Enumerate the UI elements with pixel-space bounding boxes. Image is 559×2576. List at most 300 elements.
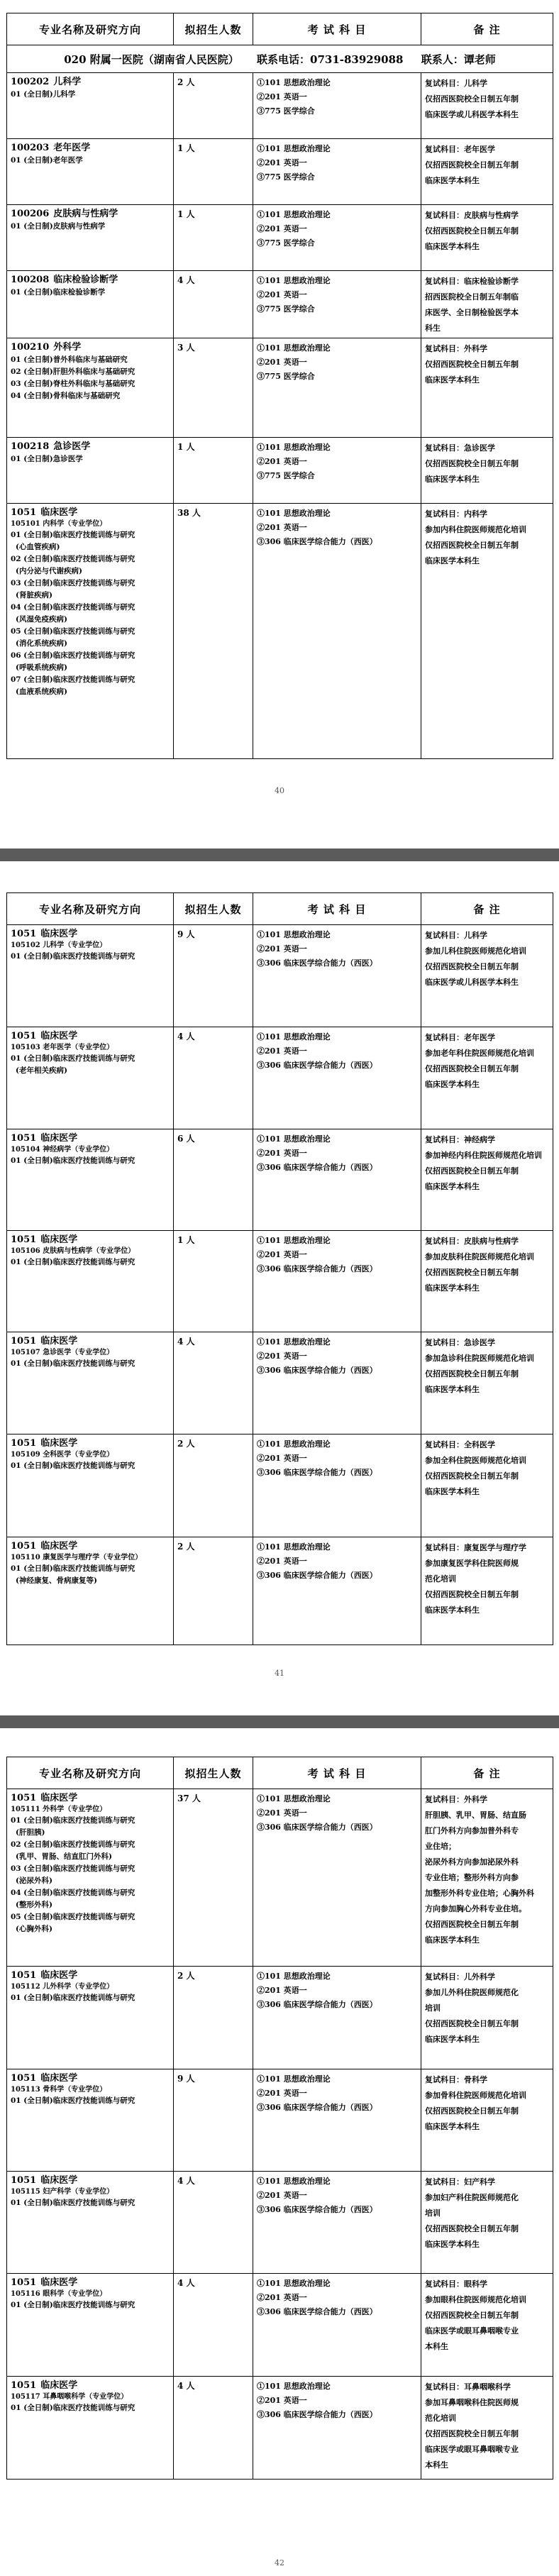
research-direction: (泌尿外科)	[16, 1876, 52, 1885]
major-code: 100206	[11, 209, 50, 219]
note-line: 临床医学或眼耳鼻咽喉专业	[425, 2445, 519, 2454]
major-cell	[7, 271, 174, 338]
note-line: 复试科目：儿科学	[425, 931, 487, 940]
quota-cell	[174, 2069, 253, 2172]
exam-list	[257, 441, 417, 483]
quota-cell	[174, 1231, 253, 1332]
notes-cell	[421, 271, 553, 338]
exam-subject: ①101 思想政治理论	[257, 509, 331, 518]
exam-subject: ①101 思想政治理论	[257, 2074, 331, 2084]
exam-list	[257, 1132, 417, 1175]
table-row	[7, 2069, 553, 2172]
major-code: 100218	[11, 441, 50, 452]
note-line: 仅招西医院校全日制五年制	[425, 2224, 519, 2233]
exam-list	[257, 1437, 417, 1480]
exam-list	[257, 2379, 417, 2422]
notes-list	[425, 1792, 549, 1948]
major-title	[11, 1132, 170, 1145]
major-name: 临床医学	[40, 1133, 78, 1144]
header-exams: 考 试 科 目	[253, 1757, 421, 1789]
table-header-row	[7, 1757, 553, 1789]
exam-list	[257, 2277, 417, 2319]
research-direction: 01 (全日制)临床检验诊断学	[11, 288, 106, 297]
note-line: 复试科目：内科学	[425, 509, 487, 519]
note-line: 加整形外科专业住培；心胸外科	[425, 1889, 534, 1898]
major-title	[11, 928, 170, 941]
quota-cell	[174, 1332, 253, 1435]
major-name: 急诊医学	[53, 441, 91, 452]
note-line: 复试科目：全科医学	[425, 1440, 495, 1449]
sub-major-name: 105107 急诊医学（专业学位）	[11, 1349, 114, 1356]
note-line: 参加皮肤科住院医师规范化培训	[425, 1252, 534, 1261]
note-line: 参加眼科住院医师规范化培训	[425, 2295, 526, 2304]
note-line: 复试科目：耳鼻咽喉科学	[425, 2382, 511, 2392]
exam-cell	[253, 438, 421, 504]
note-line: 临床医学或儿科医学本科生	[425, 978, 519, 987]
exam-cell	[253, 271, 421, 338]
exam-subject: ③775 医学综合	[257, 471, 315, 480]
research-direction: 03 (全日制)临床医疗技能训练与研究	[11, 579, 135, 587]
quota-value: 1 人	[177, 143, 195, 153]
major-code: 1051	[11, 1541, 37, 1552]
note-line: 泌尿外科方向参加泌尿外科	[425, 1857, 519, 1867]
exam-list	[257, 1969, 417, 2012]
major-code: 1051	[11, 2073, 37, 2084]
major-name: 临床医学	[40, 1541, 78, 1552]
notes-cell	[421, 1129, 553, 1231]
research-direction: (整形外科)	[16, 1901, 52, 1909]
note-line: 临床医学本科生	[425, 2035, 480, 2044]
exam-subject: ③306 临床医学综合能力（西医）	[257, 1468, 377, 1477]
notes-list	[425, 341, 549, 388]
sub-major	[11, 519, 170, 529]
exam-list	[257, 76, 417, 118]
research-direction: 04 (全日制)骨科临床与基础研究	[11, 392, 121, 400]
note-line: 复试科目：外科学	[425, 344, 487, 353]
major-cell	[7, 1967, 174, 2069]
note-line: 培训	[425, 2209, 441, 2218]
table-row	[7, 1537, 553, 1645]
note-line: 仅招西医院校全日制五年制	[425, 1166, 519, 1176]
note-line: 临床医学本科生	[425, 1080, 480, 1089]
exam-subject: ②201 英语一	[257, 1149, 307, 1158]
header-exams: 考 试 科 目	[253, 13, 421, 45]
note-line: 临床医学本科生	[425, 1385, 480, 1394]
exam-cell	[253, 1129, 421, 1231]
exam-list	[257, 1792, 417, 1835]
quota-cell	[174, 1129, 253, 1231]
note-line: 仅招西医院校全日制五年制	[425, 2106, 519, 2116]
header-notes: 备 注	[421, 893, 553, 925]
notes-list	[425, 1030, 549, 1093]
research-direction: 01 (全日制)皮肤病与性病学	[11, 222, 106, 231]
notes-list	[425, 208, 549, 255]
note-line: 范化培训	[425, 2414, 456, 2423]
note-line: 临床医学本科生	[425, 2122, 480, 2131]
major-code: 1051	[11, 1031, 37, 1041]
sub-major	[11, 1450, 170, 1460]
quota-value: 4 人	[177, 1032, 195, 1041]
research-direction: (神经康复、骨病康复等)	[16, 1576, 97, 1585]
major-name: 临床医学	[40, 1336, 78, 1347]
sub-major-name: 105102 儿科学（专业学位）	[11, 941, 107, 949]
header-quota: 拟招生人数	[174, 893, 253, 925]
research-direction: 04 (全日制)临床医疗技能训练与研究	[11, 603, 135, 612]
exam-cell	[253, 2377, 421, 2480]
major-code: 1051	[11, 1970, 37, 1981]
sub-major	[11, 1043, 170, 1053]
header-major: 专业名称及研究方向	[7, 1757, 174, 1789]
note-line: 仅招西医院校全日制五年制	[425, 1920, 519, 1929]
major-cell	[7, 1231, 174, 1332]
note-line: 仅招西医院校全日制五年制	[425, 1268, 519, 1277]
exam-list	[257, 1335, 417, 1378]
major-name: 临床医学	[40, 2277, 78, 2288]
research-direction: (老年相关疾病)	[16, 1066, 67, 1075]
major-title	[11, 507, 170, 519]
research-direction: 06 (全日制)临床医疗技能训练与研究	[11, 651, 135, 660]
quota-value: 38 人	[177, 508, 201, 518]
note-line: 复试科目：眼科学	[425, 2279, 487, 2289]
exam-subject: ③306 临床医学综合能力（西医）	[257, 1061, 377, 1070]
quota-cell	[174, 271, 253, 338]
quota-cell	[174, 1789, 253, 1967]
notes-list	[425, 2174, 549, 2252]
research-direction: 03 (全日制)临床医疗技能训练与研究	[11, 1864, 135, 1873]
notes-cell	[421, 2069, 553, 2172]
exam-subject: ②201 英语一	[257, 1986, 307, 1995]
exam-subject: ③775 医学综合	[257, 172, 315, 182]
note-line: 仅招西医院校全日制五年制	[425, 962, 519, 971]
major-title	[11, 2072, 170, 2085]
research-direction: (血液系统疾病)	[16, 687, 67, 696]
sub-major	[11, 2187, 170, 2197]
table-header-row	[7, 893, 553, 925]
note-line: 参加内科住院医师规范化培训	[425, 525, 526, 534]
note-line: 参加耳鼻咽喉科住院医师规	[425, 2398, 519, 2407]
note-line: 临床医学本科生	[425, 375, 480, 385]
note-line: 仅招西医院校全日制五年制	[425, 1369, 519, 1378]
exam-subject: ①101 思想政治理论	[257, 1542, 331, 1552]
major-name: 临床检验诊断学	[53, 275, 118, 285]
note-line: 招西医院校全日制五年制临	[425, 292, 519, 302]
major-code: 1051	[11, 1793, 37, 1803]
note-line: 复试科目：皮肤病与性病学	[425, 211, 519, 220]
notes-list	[425, 2379, 549, 2473]
note-line: 业住培；	[425, 1842, 456, 1851]
note-line: 临床医学本科生	[425, 242, 480, 251]
quota-cell	[174, 1435, 253, 1537]
note-line: 仅招西医院校全日制五年制	[425, 2311, 519, 2320]
note-line: 临床医学或眼耳鼻咽喉专业	[425, 2326, 519, 2335]
quota-value: 2 人	[177, 1971, 195, 1981]
exam-cell	[253, 1967, 421, 2069]
sub-major	[11, 2392, 170, 2402]
exam-list	[257, 2072, 417, 2115]
exam-subject: ②201 英语一	[257, 2191, 307, 2200]
major-title	[11, 1234, 170, 1246]
note-line: 临床医学或儿科医学本科生	[425, 110, 519, 119]
major-cell	[7, 925, 174, 1027]
note-line: 仅招西医院校全日制五年制	[425, 2019, 519, 2028]
quota-cell	[174, 1537, 253, 1645]
major-code: 100203	[11, 143, 50, 153]
notes-cell	[421, 1435, 553, 1537]
admissions-table	[6, 892, 553, 1645]
research-direction: (肾脏疾病)	[16, 591, 52, 599]
note-line: 复试科目：康复医学与理疗学	[425, 1543, 526, 1552]
exam-subject: ①101 思想政治理论	[257, 1134, 331, 1144]
note-line: 仅招西医院校全日制五年制	[425, 94, 519, 104]
exam-subject: ①101 思想政治理论	[257, 343, 331, 353]
page-number: 41	[275, 1669, 284, 1678]
note-line: 临床医学本科生	[425, 1182, 480, 1191]
exam-cell	[253, 205, 421, 271]
exam-subject: ①101 思想政治理论	[257, 1439, 331, 1449]
notes-cell	[421, 1537, 553, 1645]
research-direction: 01 (全日制)临床医疗技能训练与研究	[11, 2301, 135, 2309]
research-direction: 01 (全日制)临床医疗技能训练与研究	[11, 1054, 135, 1063]
note-line: 复试科目：皮肤病与性病学	[425, 1237, 519, 1246]
note-line: 临床医学本科生	[425, 1935, 480, 1945]
research-direction: (肝胆胰)	[16, 1828, 45, 1837]
research-direction: (心血管疾病)	[16, 543, 60, 551]
table-row	[7, 2172, 553, 2274]
note-line: 复试科目：儿科学	[425, 79, 487, 88]
research-direction: 01 (全日制)急诊医学	[11, 455, 83, 463]
sub-major	[11, 1553, 170, 1563]
exam-list	[257, 1234, 417, 1276]
note-line: 复试科目：老年医学	[425, 1033, 495, 1042]
major-code: 1051	[11, 1234, 37, 1245]
note-line: 参加妇产科住院医师规范化	[425, 2193, 519, 2202]
major-name: 临床医学	[40, 1793, 78, 1803]
exam-subject: ③306 临床医学综合能力（西医）	[257, 958, 377, 968]
exam-subject: ②201 英语一	[257, 158, 307, 167]
major-name: 老年医学	[53, 143, 91, 153]
note-line: 参加急诊科住院医师规范化培训	[425, 1354, 534, 1363]
exam-subject: ①101 思想政治理论	[257, 1972, 331, 1981]
exam-subject: ②201 英语一	[257, 1808, 307, 1818]
note-line: 仅招西医院校全日制五年制	[425, 1471, 519, 1481]
research-direction: 01 (全日制)临床医疗技能训练与研究	[11, 2096, 135, 2105]
exam-cell	[253, 1231, 421, 1332]
exam-subject: ③775 医学综合	[257, 238, 315, 248]
note-line: 复试科目：老年医学	[425, 145, 495, 154]
exam-cell	[253, 1332, 421, 1435]
header-exams: 考 试 科 目	[253, 893, 421, 925]
major-cell	[7, 2274, 174, 2377]
notes-list	[425, 1540, 549, 1618]
exam-cell	[253, 1537, 421, 1645]
exam-subject: ②201 英语一	[257, 1250, 307, 1259]
notes-cell	[421, 139, 553, 205]
major-code: 1051	[11, 929, 37, 939]
major-cell	[7, 73, 174, 139]
notes-list	[425, 1132, 549, 1195]
note-line: 肝胆胰、乳甲、胃肠、结直肠	[425, 1811, 526, 1820]
major-title	[11, 2379, 170, 2392]
sub-major-name: 105117 耳鼻咽喉科学（专业学位）	[11, 2393, 128, 2401]
sub-major-name: 105112 儿外科学（专业学位）	[11, 1983, 114, 1991]
table-row	[7, 139, 553, 205]
major-cell	[7, 338, 174, 438]
major-cell	[7, 139, 174, 205]
research-direction: 01 (全日制)临床医疗技能训练与研究	[11, 1994, 135, 2002]
quota-value: 1 人	[177, 209, 195, 219]
note-line: 本科生	[425, 2460, 448, 2470]
note-line: 复试科目：急诊医学	[425, 443, 495, 453]
exam-list	[257, 928, 417, 971]
major-code: 1051	[11, 507, 37, 518]
exam-subject: ③306 临床医学综合能力（西医）	[257, 2410, 377, 2419]
major-title	[11, 142, 170, 155]
major-code: 1051	[11, 1438, 37, 1449]
table-header-row	[7, 13, 553, 45]
exam-subject: ①101 思想政治理论	[257, 2177, 331, 2186]
major-title	[11, 2277, 170, 2289]
table-row	[7, 438, 553, 504]
exam-subject: ①101 思想政治理论	[257, 2382, 331, 2391]
exam-subject: ①101 思想政治理论	[257, 1337, 331, 1347]
exam-cell	[253, 925, 421, 1027]
notes-list	[425, 274, 549, 336]
table-row	[7, 925, 553, 1027]
major-cell	[7, 1789, 174, 1967]
sub-major-name: 105101 内科学（专业学位）	[11, 520, 107, 528]
notes-list	[425, 2277, 549, 2355]
exam-cell	[253, 1789, 421, 1967]
major-code: 100202	[11, 77, 50, 87]
note-line: 复试科目：临床检验诊断学	[425, 277, 519, 286]
research-direction: 01 (全日制)临床医疗技能训练与研究	[11, 1461, 135, 1470]
quota-cell	[174, 139, 253, 205]
quota-cell	[174, 1967, 253, 2069]
quota-value: 4 人	[177, 2176, 195, 2186]
page-41	[0, 861, 559, 1715]
note-line: 临床医学本科生	[425, 1487, 480, 1496]
sub-major-name: 105110 康复医学与理疗学（专业学位）	[11, 1554, 143, 1561]
sub-major	[11, 1246, 170, 1256]
admissions-table	[6, 1757, 553, 2480]
sub-major-name: 105113 骨科学（专业学位）	[11, 2086, 107, 2094]
note-line: 仅招西医院校全日制五年制	[425, 360, 519, 369]
table-row	[7, 2377, 553, 2480]
major-cell	[7, 1537, 174, 1645]
sub-major	[11, 2085, 170, 2095]
sub-major	[11, 1805, 170, 1815]
page-separator	[0, 1715, 559, 1728]
exam-subject: ③306 临床医学综合能力（西医）	[257, 2000, 377, 2009]
note-line: 参加康复医学科住院医师规	[425, 1559, 519, 1568]
exam-cell	[253, 504, 421, 759]
exam-subject: ①101 思想政治理论	[257, 1794, 331, 1803]
major-cell	[7, 1332, 174, 1435]
major-title	[11, 1335, 170, 1348]
major-cell	[7, 438, 174, 504]
research-direction: 01 (全日制)临床医疗技能训练与研究	[11, 1816, 135, 1825]
note-line: 床医学、全日制检验医学本	[425, 308, 519, 317]
research-direction: 05 (全日制)临床医疗技能训练与研究	[11, 627, 135, 636]
exam-subject: ②201 英语一	[257, 1557, 307, 1566]
notes-list	[425, 142, 549, 189]
exam-list	[257, 341, 417, 384]
page-number: 40	[275, 786, 284, 795]
note-line: 临床医学本科生	[425, 1605, 480, 1615]
note-line: 临床医学本科生	[425, 176, 480, 185]
exam-cell	[253, 73, 421, 139]
major-cell	[7, 1435, 174, 1537]
major-title	[11, 1969, 170, 1982]
note-line: 仅招西医院校全日制五年制	[425, 1064, 519, 1073]
sub-major-name: 105115 妇产科学（专业学位）	[11, 2188, 114, 2196]
notes-cell	[421, 2377, 553, 2480]
exam-list	[257, 142, 417, 184]
table-row	[7, 73, 553, 139]
research-direction: 01 (全日制)临床医疗技能训练与研究	[11, 1156, 135, 1165]
note-line: 参加全科住院医师规范化培训	[425, 1456, 526, 1465]
exam-cell	[253, 2172, 421, 2274]
major-code: 1051	[11, 2175, 37, 2186]
exam-list	[257, 2174, 417, 2217]
table-row	[7, 205, 553, 271]
note-line: 本科生	[425, 2342, 448, 2351]
notes-cell	[421, 1027, 553, 1129]
note-line: 方向参加胸心外科专业住培。	[425, 1904, 526, 1913]
note-line: 复试科目：妇产科学	[425, 2177, 495, 2187]
major-code: 100210	[11, 342, 50, 353]
exam-subject: ③306 临床医学综合能力（西医）	[257, 1163, 377, 1172]
quota-value: 2 人	[177, 1542, 195, 1552]
major-title	[11, 1540, 170, 1553]
table-row	[7, 1129, 553, 1231]
notes-cell	[421, 2274, 553, 2377]
major-title	[11, 341, 170, 354]
note-line: 仅招西医院校全日制五年制	[425, 160, 519, 170]
header-notes: 备 注	[421, 1757, 553, 1789]
exam-subject: ①101 思想政治理论	[257, 78, 331, 87]
major-name: 外科学	[53, 342, 82, 353]
department-name: 020 附属一医院（湖南省人民医院）	[64, 52, 239, 66]
notes-list	[425, 1234, 549, 1296]
quota-cell	[174, 73, 253, 139]
exam-cell	[253, 1027, 421, 1129]
note-line: 科生	[425, 324, 441, 333]
note-line: 复试科目：儿外科学	[425, 1972, 495, 1981]
exam-subject: ①101 思想政治理论	[257, 930, 331, 939]
exam-subject: ③306 临床医学综合能力（西医）	[257, 2307, 377, 2316]
quota-value: 1 人	[177, 442, 195, 452]
research-direction: 01 (全日制)普外科临床与基础研究	[11, 355, 128, 364]
notes-cell	[421, 1967, 553, 2069]
quota-cell	[174, 2377, 253, 2480]
table-row	[7, 271, 553, 338]
quota-value: 37 人	[177, 1793, 201, 1803]
exam-subject: ③306 临床医学综合能力（西医）	[257, 1264, 377, 1273]
research-direction: 01 (全日制)临床医疗技能训练与研究	[11, 2199, 135, 2207]
exam-subject: ①101 思想政治理论	[257, 1236, 331, 1245]
exam-list	[257, 274, 417, 316]
research-direction: 01 (全日制)儿科学	[11, 90, 76, 99]
major-title	[11, 441, 170, 453]
research-direction: 07 (全日制)临床医疗技能训练与研究	[11, 675, 135, 684]
notes-list	[425, 507, 549, 569]
note-line: 复试科目：急诊医学	[425, 1338, 495, 1347]
sub-major	[11, 941, 170, 951]
notes-list	[425, 1969, 549, 2047]
note-line: 范化培训	[425, 1574, 456, 1583]
notes-list	[425, 76, 549, 123]
